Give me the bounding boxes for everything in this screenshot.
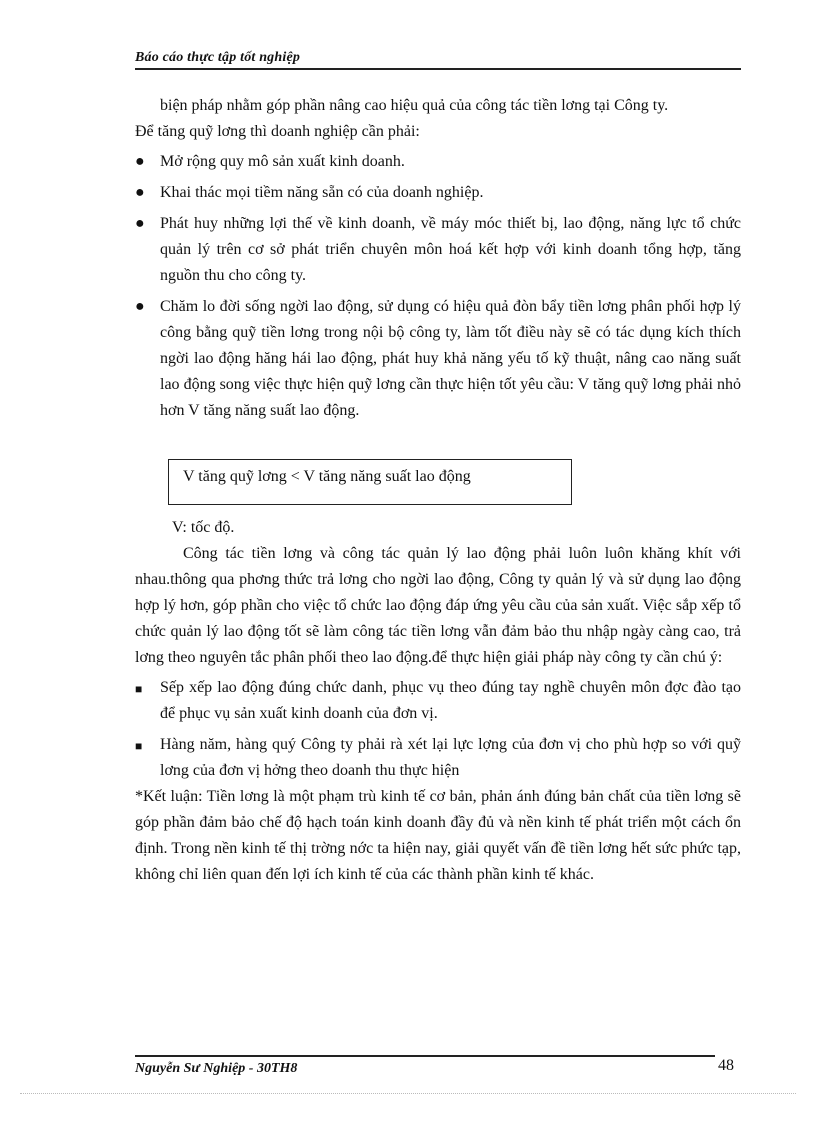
list-item: ● Phát huy những lợi thế về kinh doanh, về máy móc thiết bị, lao động, năng lực tổ chức quản lý trên cơ sở phát triển chuyên môn hoá kết hợp với kinh doanh tổng hợp, tăng nguồn thu cho công ty. xyxy=(135,211,741,289)
round-bullet-list xyxy=(135,149,741,424)
document-body xyxy=(135,93,741,888)
page-number: 48 xyxy=(718,1057,734,1074)
bullet-icon: ● xyxy=(135,184,145,201)
formula-text: V tăng quỹ lơng < V tăng năng suất lao động xyxy=(183,468,471,485)
lead-paragraph: Để tăng quỹ lơng thì doanh nghiệp cần phải: xyxy=(135,123,420,140)
list-item: ● Mở rộng quy mô sản xuất kinh doanh. xyxy=(135,149,741,175)
list-item: ■ Hàng năm, hàng quý Công ty phải rà xét lại lực lợng của đơn vị cho phù hợp so với quỹ lơng của đơn vị hởng theo doanh thu thực hiện xyxy=(135,732,741,784)
square-bullet-list xyxy=(135,675,741,784)
list-item: ■ Sếp xếp lao động đúng chức danh, phục vụ theo đúng tay nghề chuyên môn đợc đào tạo để phục vụ sản xuất kinh doanh của đơn vị. xyxy=(135,675,741,727)
page-bottom-rule xyxy=(20,1093,796,1094)
bullet-icon: ● xyxy=(135,153,145,170)
footer-author: Nguyễn Sư Nghiệp - 30TH8 xyxy=(135,1061,298,1076)
page-header xyxy=(135,48,741,70)
v-definition: V: tốc độ. xyxy=(172,519,235,536)
bullet-icon: ● xyxy=(135,298,145,315)
list-item: ● Chăm lo đời sống ngời lao động, sử dụng có hiệu quả đòn bẩy tiền lơng phân phối hợp lý công bằng quỹ tiền lơng trong nội bộ công ty, làm tốt điều này sẽ có tác dụng kích thích ngời lao động hăng hái lao động, phát huy khả năng yếu tố kỹ thuật, nâng cao năng suất lao động song việc thực hiện quỹ lơng cần thực hiện tốt yêu cầu: V tăng quỹ lơng phải nhỏ hơn V tăng năng suất lao động. xyxy=(135,294,741,424)
conclusion-paragraph: *Kết luận: Tiền lơng là một phạm trù kinh tế cơ bản, phản ánh đúng bản chất của tiền lơng sẽ góp phần đảm bảo chế độ hạch toán kinh doanh đầy đủ và nền kinh tế phát triển một cách ổn định. Trong nền kinh tế thị trờng nớc ta hiện nay, giải quyết vấn đề tiền lơng hết sức phức tạp, không chỉ liên quan đến lợi ích kinh tế của các thành phần kinh tế khác. xyxy=(135,788,741,883)
bullet-icon: ● xyxy=(135,215,145,232)
formula-box xyxy=(168,459,572,505)
page-footer xyxy=(135,1055,715,1077)
header-title: Báo cáo thực tập tốt nghiệp xyxy=(135,50,301,65)
body-paragraph: Công tác tiền lơng và công tác quản lý lao động phải luôn luôn khăng khít với nhau.thông qua phơng thức trả lơng cho ngời lao động, Công ty quản lý và sử dụng lao động hợp lý hơn, góp phần cho việc tổ chức lao động đáp ứng yêu cầu của sản xuất. Việc sắp xếp tổ chức quản lý lao động tốt sẽ làm công tác tiền lơng vẫn đảm bảo thu nhập ngày càng cao, trả lơng theo nguyên tắc phân phối theo lao động.để thực hiện giải pháp này công ty cần chú ý: xyxy=(135,545,741,666)
intro-paragraph: biện pháp nhằm góp phần nâng cao hiệu quả của công tác tiền lơng tại Công ty. xyxy=(160,97,669,114)
list-item: ● Khai thác mọi tiềm năng sẵn có của doanh nghiệp. xyxy=(135,180,741,206)
square-bullet-icon: ■ xyxy=(135,682,143,696)
square-bullet-icon: ■ xyxy=(135,739,143,753)
